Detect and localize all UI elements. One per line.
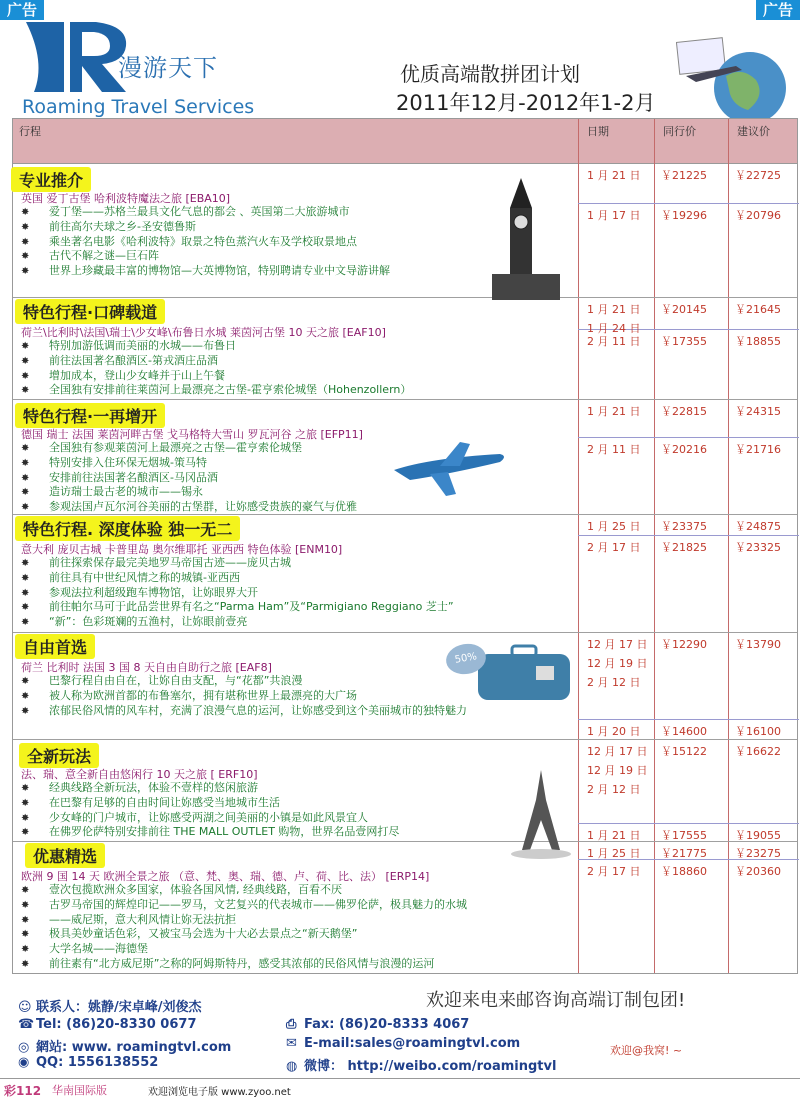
route-title: 法、瑞、意全新自由悠闲行 10 天之旅 [ ERF10]	[21, 768, 258, 781]
departure-date: 12 月 17 日	[587, 745, 648, 758]
highlight-list	[21, 674, 467, 718]
highlight-item: ✸ 前往帕尔马可于此品尝世界有名之“Parma Ham”及“Parmigiano Reggiano 芝士”	[21, 600, 454, 615]
highlight-item: ✸ ——威尼斯，意大利风情让妳无法抗拒	[21, 913, 467, 928]
weibo-icon: ◍	[286, 1059, 298, 1074]
peer-price: ￥17355	[661, 335, 707, 348]
highlight-item: ✸ 被人称为欧洲首都的布鲁塞尔，拥有堪称世界上最漂亮的大广场	[21, 689, 467, 704]
peer-price: ￥20145	[661, 303, 707, 316]
column-divider	[578, 119, 579, 973]
departure-date: 2 月 17 日	[587, 541, 641, 554]
email-text[interactable]: E-mail:sales@roamingtvl.com	[304, 1036, 521, 1051]
web-text[interactable]: 網站: www. roamingtvl.com	[36, 1040, 232, 1055]
route-title: 欧洲 9 国 14 天 欧洲全景之旅 （意、梵、奥、瑞、德、卢、荷、比、法） [ERP14]	[21, 870, 430, 883]
suggested-price: ￥21645	[735, 303, 781, 316]
departure-date: 12 月 19 日	[587, 764, 648, 777]
departure-date: 12 月 19 日	[587, 657, 648, 670]
suggested-price: ￥22725	[735, 169, 781, 182]
ad-badge-left: 广告	[0, 0, 44, 20]
highlight-list	[21, 441, 357, 515]
suitcase-illustration	[476, 644, 572, 702]
highlight-item: ✸ 极具美妙童话色彩，又被宝马会选为十大必去景点之“新天鹅堡”	[21, 927, 467, 942]
departure-date: 1 月 25 日	[587, 847, 641, 860]
page-footer	[0, 1078, 800, 1101]
contact-fax	[286, 1017, 469, 1032]
section-banner: 特色行程·口碑载道	[15, 299, 165, 324]
section-divider	[13, 297, 797, 298]
highlight-item: ✸ 安排前往法国著名酿酒区-马冈品酒	[21, 471, 357, 486]
departure-date: 12 月 17 日	[587, 638, 648, 651]
highlight-list	[21, 205, 390, 279]
suggested-price: ￥20796	[735, 209, 781, 222]
highlight-item: ✸ 增加成本，登山少女峰并于山上午餐	[21, 369, 411, 384]
col-route: 行程	[19, 125, 41, 138]
table-header	[13, 119, 797, 164]
contact-web[interactable]	[18, 1036, 231, 1055]
departure-date: 2 月 12 日	[587, 783, 641, 796]
row-divider	[578, 719, 799, 720]
peer-price: ￥20216	[661, 443, 707, 456]
route-title: 荷兰 比利时 法国 3 国 8 天自由自助行之旅 [EAF8]	[21, 661, 272, 674]
highlight-item: ✸ 前往具有中世纪风情之称的城镇-亚西西	[21, 571, 454, 586]
peer-price: ￥21225	[661, 169, 707, 182]
highlight-list	[21, 339, 411, 398]
peer-price: ￥12290	[661, 638, 707, 651]
tel-text: Tel: (86)20-8330 0677	[36, 1017, 197, 1032]
highlight-item: ✸ 前往素有“北方威尼斯”之称的阿姆斯特丹，感受其浓郁的民俗风情与浪漫的运河	[21, 957, 467, 972]
highlight-item: ✸ 在巴黎有足够的自由时间让妳感受当地城市生活	[21, 796, 399, 811]
highlight-item: ✸ 爱丁堡——苏格兰最具文化气息的都会 、英国第二大旅游城市	[21, 205, 390, 220]
departure-date: 2 月 11 日	[587, 443, 641, 456]
section-divider	[13, 739, 797, 740]
brand-name-cn: 漫游天下	[118, 54, 218, 82]
brand-name-en: Roaming Travel Services	[22, 96, 255, 118]
section-banner: 自由首选	[15, 634, 95, 659]
section-banner: 优惠精选	[25, 843, 105, 868]
itinerary-table	[12, 118, 798, 974]
people-icon: ☺	[18, 1000, 32, 1015]
highlight-item: ✸ 参观法拉利超级跑车博物馆，让妳眼界大开	[21, 586, 454, 601]
col-peer-price: 同行价	[663, 125, 696, 138]
highlight-item: ✸ 在佛罗伦萨特别安排前往 THE MALL OUTLET 购物，世界名品壹网打尽	[21, 825, 399, 840]
peer-price: ￥14600	[661, 725, 707, 738]
web-icon: ◎	[18, 1040, 30, 1055]
highlight-item: ✸ 巴黎行程自由自在，让妳自由支配，与“花都”共浪漫	[21, 674, 467, 689]
date-range: 2011年12月-2012年1-2月	[396, 91, 656, 115]
highlight-item: ✸ 少女峰的门户城市，让妳感受两湖之间美丽的小镇是如此风景宜人	[21, 811, 399, 826]
section-divider	[13, 399, 797, 400]
magazine-name: 华南国际版	[52, 1084, 107, 1097]
highlight-list	[21, 781, 399, 840]
email-icon: ✉	[286, 1036, 297, 1051]
column-divider	[728, 119, 729, 973]
highlight-item: ✸ 前往法国著名酿酒区-第戎酒庄品酒	[21, 354, 411, 369]
column-divider	[654, 119, 655, 973]
row-divider	[578, 823, 799, 824]
suggested-price: ￥20360	[735, 865, 781, 878]
departure-date: 1 月 24 日	[587, 322, 641, 335]
section-banner: 专业推介	[11, 167, 91, 192]
fax-text: Fax: (86)20-8333 4067	[304, 1017, 470, 1032]
col-suggested-price: 建议价	[737, 125, 770, 138]
suggested-price: ￥18855	[735, 335, 781, 348]
departure-date: 1 月 21 日	[587, 169, 641, 182]
section-banner: 全新玩法	[19, 743, 99, 768]
contact-email[interactable]	[286, 1036, 520, 1051]
departure-date: 1 月 21 日	[587, 405, 641, 418]
weibo-text[interactable]: 微博： http://weibo.com/roamingtvl	[304, 1059, 557, 1074]
welcome-small: 欢迎@我窝! ~	[610, 1044, 683, 1057]
highlight-item: ✸ 全国独有参观莱茵河上最漂亮之古堡—霍亨索伦城堡	[21, 441, 357, 456]
suggested-price: ￥13790	[735, 638, 781, 651]
departure-date: 2 月 12 日	[587, 676, 641, 689]
peer-price: ￥17555	[661, 829, 707, 842]
row-divider	[578, 535, 799, 536]
suggested-price: ￥19055	[735, 829, 781, 842]
suggested-price: ￥16622	[735, 745, 781, 758]
welcome-message: 欢迎来电来邮咨询高端订制包团!	[426, 990, 686, 1011]
highlight-item: ✸ 特别加游低调而美丽的水城——布鲁日	[21, 339, 411, 354]
highlight-item: ✸ 前往探索保存最完美地罗马帝国古迹——庞贝古城	[21, 556, 454, 571]
highlight-list	[21, 883, 467, 972]
contact-qq	[18, 1055, 158, 1070]
departure-date: 1 月 21 日	[587, 303, 641, 316]
highlight-item: ✸ 古代不解之谜—巨石阵	[21, 249, 390, 264]
highlight-item: ✸ 世界上珍藏最丰富的博物馆—大英博物馆，特别聘请专业中文导游讲解	[21, 264, 390, 279]
route-title: 意大利 庞贝古城 卡普里岛 奥尔维耶托 亚西西 特色体验 [ENM10]	[21, 543, 343, 556]
peer-price: ￥18860	[661, 865, 707, 878]
eiffel-tower-illustration	[506, 770, 576, 860]
suggested-price: ￥24315	[735, 405, 781, 418]
route-title: 荷兰\比利时\法国\瑞士\少女峰\布鲁日水城 莱茵河古堡 10 天之旅 [EAF10]	[21, 326, 386, 339]
peer-price: ￥22815	[661, 405, 707, 418]
suggested-price: ￥24875	[735, 520, 781, 533]
contact-people	[18, 996, 202, 1015]
big-ben-illustration	[492, 178, 560, 300]
departure-date: 2 月 17 日	[587, 865, 641, 878]
highlight-list	[21, 556, 454, 630]
suggested-price: ￥16100	[735, 725, 781, 738]
footer-note: 欢迎浏览电子版 www.zyoo.net	[148, 1087, 291, 1098]
highlight-item: ✸ 古罗马帝国的辉煌印记——罗马，文艺复兴的代表城市——佛罗伦萨，极具魅力的水城	[21, 898, 467, 913]
highlight-item: ✸ 全国独有安排前往莱茵河上最漂亮之古堡-霍亨索伦城堡（Hohenzollern）	[21, 383, 411, 398]
page-headline: 优质高端散拼团计划	[400, 62, 580, 86]
fax-icon: ⎙	[286, 1017, 297, 1032]
section-banner: 特色行程·一再增开	[15, 403, 165, 428]
suggested-price: ￥23275	[735, 847, 781, 860]
highlight-item: ✸ 浓郁民俗风情的风车村，充满了浪漫气息的运河，让妳感受到这个美丽城市的独特魅力	[21, 704, 467, 719]
suggested-price: ￥23325	[735, 541, 781, 554]
section-divider	[13, 632, 797, 633]
highlight-item: ✸ 参观法国卢瓦尔河谷美丽的古堡群，让妳感受贵族的豪气与优雅	[21, 500, 357, 515]
peer-price: ￥21825	[661, 541, 707, 554]
highlight-item: ✸ 大学名城——海德堡	[21, 942, 467, 957]
globe-plane-illustration	[676, 36, 786, 126]
row-divider	[578, 437, 799, 438]
highlight-item: ✸ 特别安排入住环保无烟城-策马特	[21, 456, 357, 471]
route-title: 英国 爱丁古堡 哈利波特魔法之旅 [EBA10]	[21, 192, 231, 205]
airplane-illustration	[390, 440, 510, 498]
highlight-item: ✸ 造访瑞士最古老的城市——锡永	[21, 485, 357, 500]
row-divider	[578, 203, 799, 204]
peer-price: ￥19296	[661, 209, 707, 222]
highlight-item: ✸ 经典线路全新玩法，体验不壹样的悠闲旅游	[21, 781, 399, 796]
departure-date: 1 月 20 日	[587, 725, 641, 738]
highlight-item: ✸ 前往高尔夫球之乡-圣安德鲁斯	[21, 220, 390, 235]
section-banner: 特色行程. 深度体验 独一无二	[15, 516, 240, 541]
col-date: 日期	[587, 125, 609, 138]
highlight-item: ✸ 壹次包揽欧洲众多国家，体验各国风情, 经典线路，百看不厌	[21, 883, 467, 898]
departure-date: 1 月 17 日	[587, 209, 641, 222]
peer-price: ￥21775	[661, 847, 707, 860]
contact-tel	[18, 1017, 197, 1032]
peer-price: ￥15122	[661, 745, 707, 758]
discount-badge: 50%	[444, 641, 489, 677]
page-number: 彩112	[4, 1084, 42, 1098]
highlight-item: ✸ “新”：色彩斑斓的五渔村，让妳眼前壹亮	[21, 615, 454, 630]
contact-weibo[interactable]	[286, 1055, 556, 1074]
contact-people-text: 联系人：姚静/宋卓峰/刘俊杰	[36, 1000, 202, 1015]
peer-price: ￥23375	[661, 520, 707, 533]
departure-date: 2 月 11 日	[587, 335, 641, 348]
qq-icon: ◉	[18, 1055, 30, 1070]
departure-date: 1 月 21 日	[587, 829, 641, 842]
route-title: 德国 瑞士 法国 莱茵河畔古堡 戈马格特大雪山 罗瓦河谷 之旅 [EFP11]	[21, 428, 363, 441]
ad-badge-right: 广告	[756, 0, 800, 20]
qq-text: QQ: 1556138552	[36, 1055, 159, 1070]
phone-icon: ☎	[18, 1017, 35, 1032]
section-divider	[13, 841, 797, 842]
highlight-item: ✸ 乘坐著名电影《哈利波特》取景之特色蒸汽火车及学校取景地点	[21, 235, 390, 250]
departure-date: 1 月 25 日	[587, 520, 641, 533]
section-divider	[13, 514, 797, 515]
suggested-price: ￥21716	[735, 443, 781, 456]
